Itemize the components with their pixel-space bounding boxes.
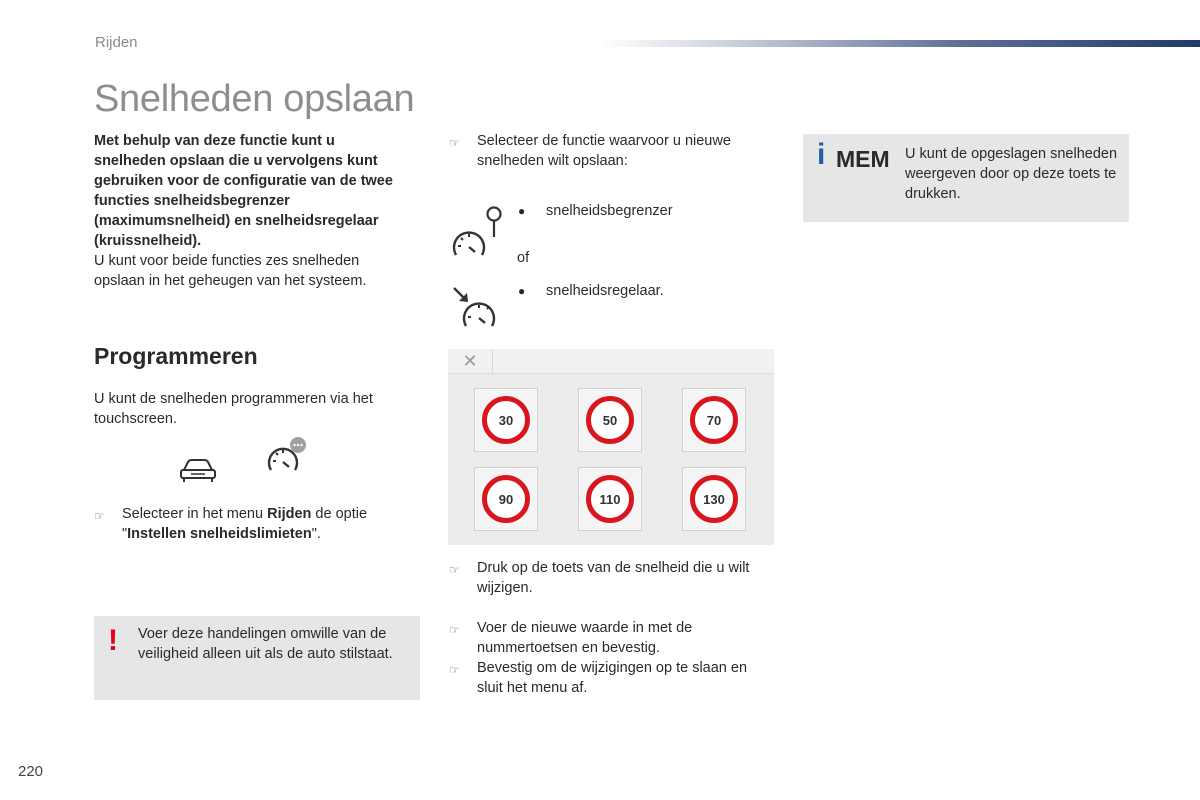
pointer-bullet-icon: ☞ xyxy=(94,509,105,523)
pointer-bullet-icon: ☞ xyxy=(449,623,460,637)
intro-bold: Met behulp van deze functie kunt u snelheden opslaan die u vervolgens kunt gebruiken voor de configuratie van de twee functies snelheidsbegrenzer (maximumsnelheid) en snelheidsregelaar (kruissnelheid). xyxy=(94,133,393,249)
option-speed-limiter: ● snelheidsbegrenzer xyxy=(518,203,673,219)
pointer-bullet-icon: ☞ xyxy=(449,663,460,677)
close-icon[interactable]: ✕ xyxy=(448,349,493,373)
step-confirm: ☞ Bevestig om de wijzigingen op te slaan en sluit het menu af. xyxy=(449,660,748,696)
select-function-step xyxy=(449,131,769,171)
speed-sign: 70 xyxy=(690,396,738,444)
mem-info-box xyxy=(803,134,1129,222)
speed-limiter-icon xyxy=(450,205,506,261)
header-bar xyxy=(600,40,1200,47)
panel-header xyxy=(448,349,774,374)
speed-memory-panel xyxy=(448,349,774,545)
step-enter-value: ☞ Voer de nieuwe waarde in met de nummertoetsen en bevestig. xyxy=(449,620,693,656)
page-title: Snelheden opslaan xyxy=(94,78,415,120)
pointer-bullet-icon: ☞ xyxy=(449,136,460,150)
step-press-speed: ☞ Druk op de toets van de snelheid die u wilt wijzigen. xyxy=(449,560,750,596)
speed-sign: 110 xyxy=(586,475,634,523)
speed-button-130[interactable] xyxy=(682,467,746,531)
speed-button-30[interactable] xyxy=(474,388,538,452)
dot-bullet-icon: ● xyxy=(518,284,526,298)
speed-button-110[interactable] xyxy=(578,467,642,531)
programmeren-text: U kunt de snelheden programmeren via het touchscreen. xyxy=(94,391,373,427)
select-function-text: Selecteer de functie waarvoor u nieuwe snelheden wilt opslaan: xyxy=(477,133,731,169)
page-number: 220 xyxy=(18,763,44,780)
warning-icon: ! xyxy=(108,624,118,657)
speed-sign: 90 xyxy=(482,475,530,523)
warning-box xyxy=(94,616,420,700)
option-cruise-control: ● snelheidsregelaar. xyxy=(518,283,664,299)
speed-sign: 30 xyxy=(482,396,530,444)
programmeren-heading: Programmeren xyxy=(94,343,258,369)
speed-sign: 130 xyxy=(690,475,738,523)
info-icon: i xyxy=(817,138,826,171)
dot-bullet-icon: ● xyxy=(518,204,526,218)
or-text: of xyxy=(517,250,530,266)
intro-block xyxy=(94,131,404,291)
warning-text: Voer deze handelingen omwille van de veiligheid alleen uit als de auto stilstaat. xyxy=(138,626,393,662)
speedometer-options-icon xyxy=(264,436,310,478)
speed-sign: 50 xyxy=(586,396,634,444)
menu-step: ☞ Selecteer in het menu Rijden de optie "Instellen snelheidslimieten". xyxy=(94,506,368,542)
speed-button-90[interactable] xyxy=(474,467,538,531)
speed-button-70[interactable] xyxy=(682,388,746,452)
intro-normal: U kunt voor beide functies zes snelheden opslaan in het geheugen van het systeem. xyxy=(94,253,367,289)
mem-label: MEM xyxy=(836,146,890,172)
speed-button-50[interactable] xyxy=(578,388,642,452)
mem-text: U kunt de opgeslagen snelheden weergeven door op deze toets te drukken. xyxy=(905,146,1118,202)
cruise-control-icon xyxy=(450,284,506,332)
car-icon xyxy=(178,456,218,484)
section-label: Rijden xyxy=(95,34,138,51)
pointer-bullet-icon: ☞ xyxy=(449,563,460,577)
